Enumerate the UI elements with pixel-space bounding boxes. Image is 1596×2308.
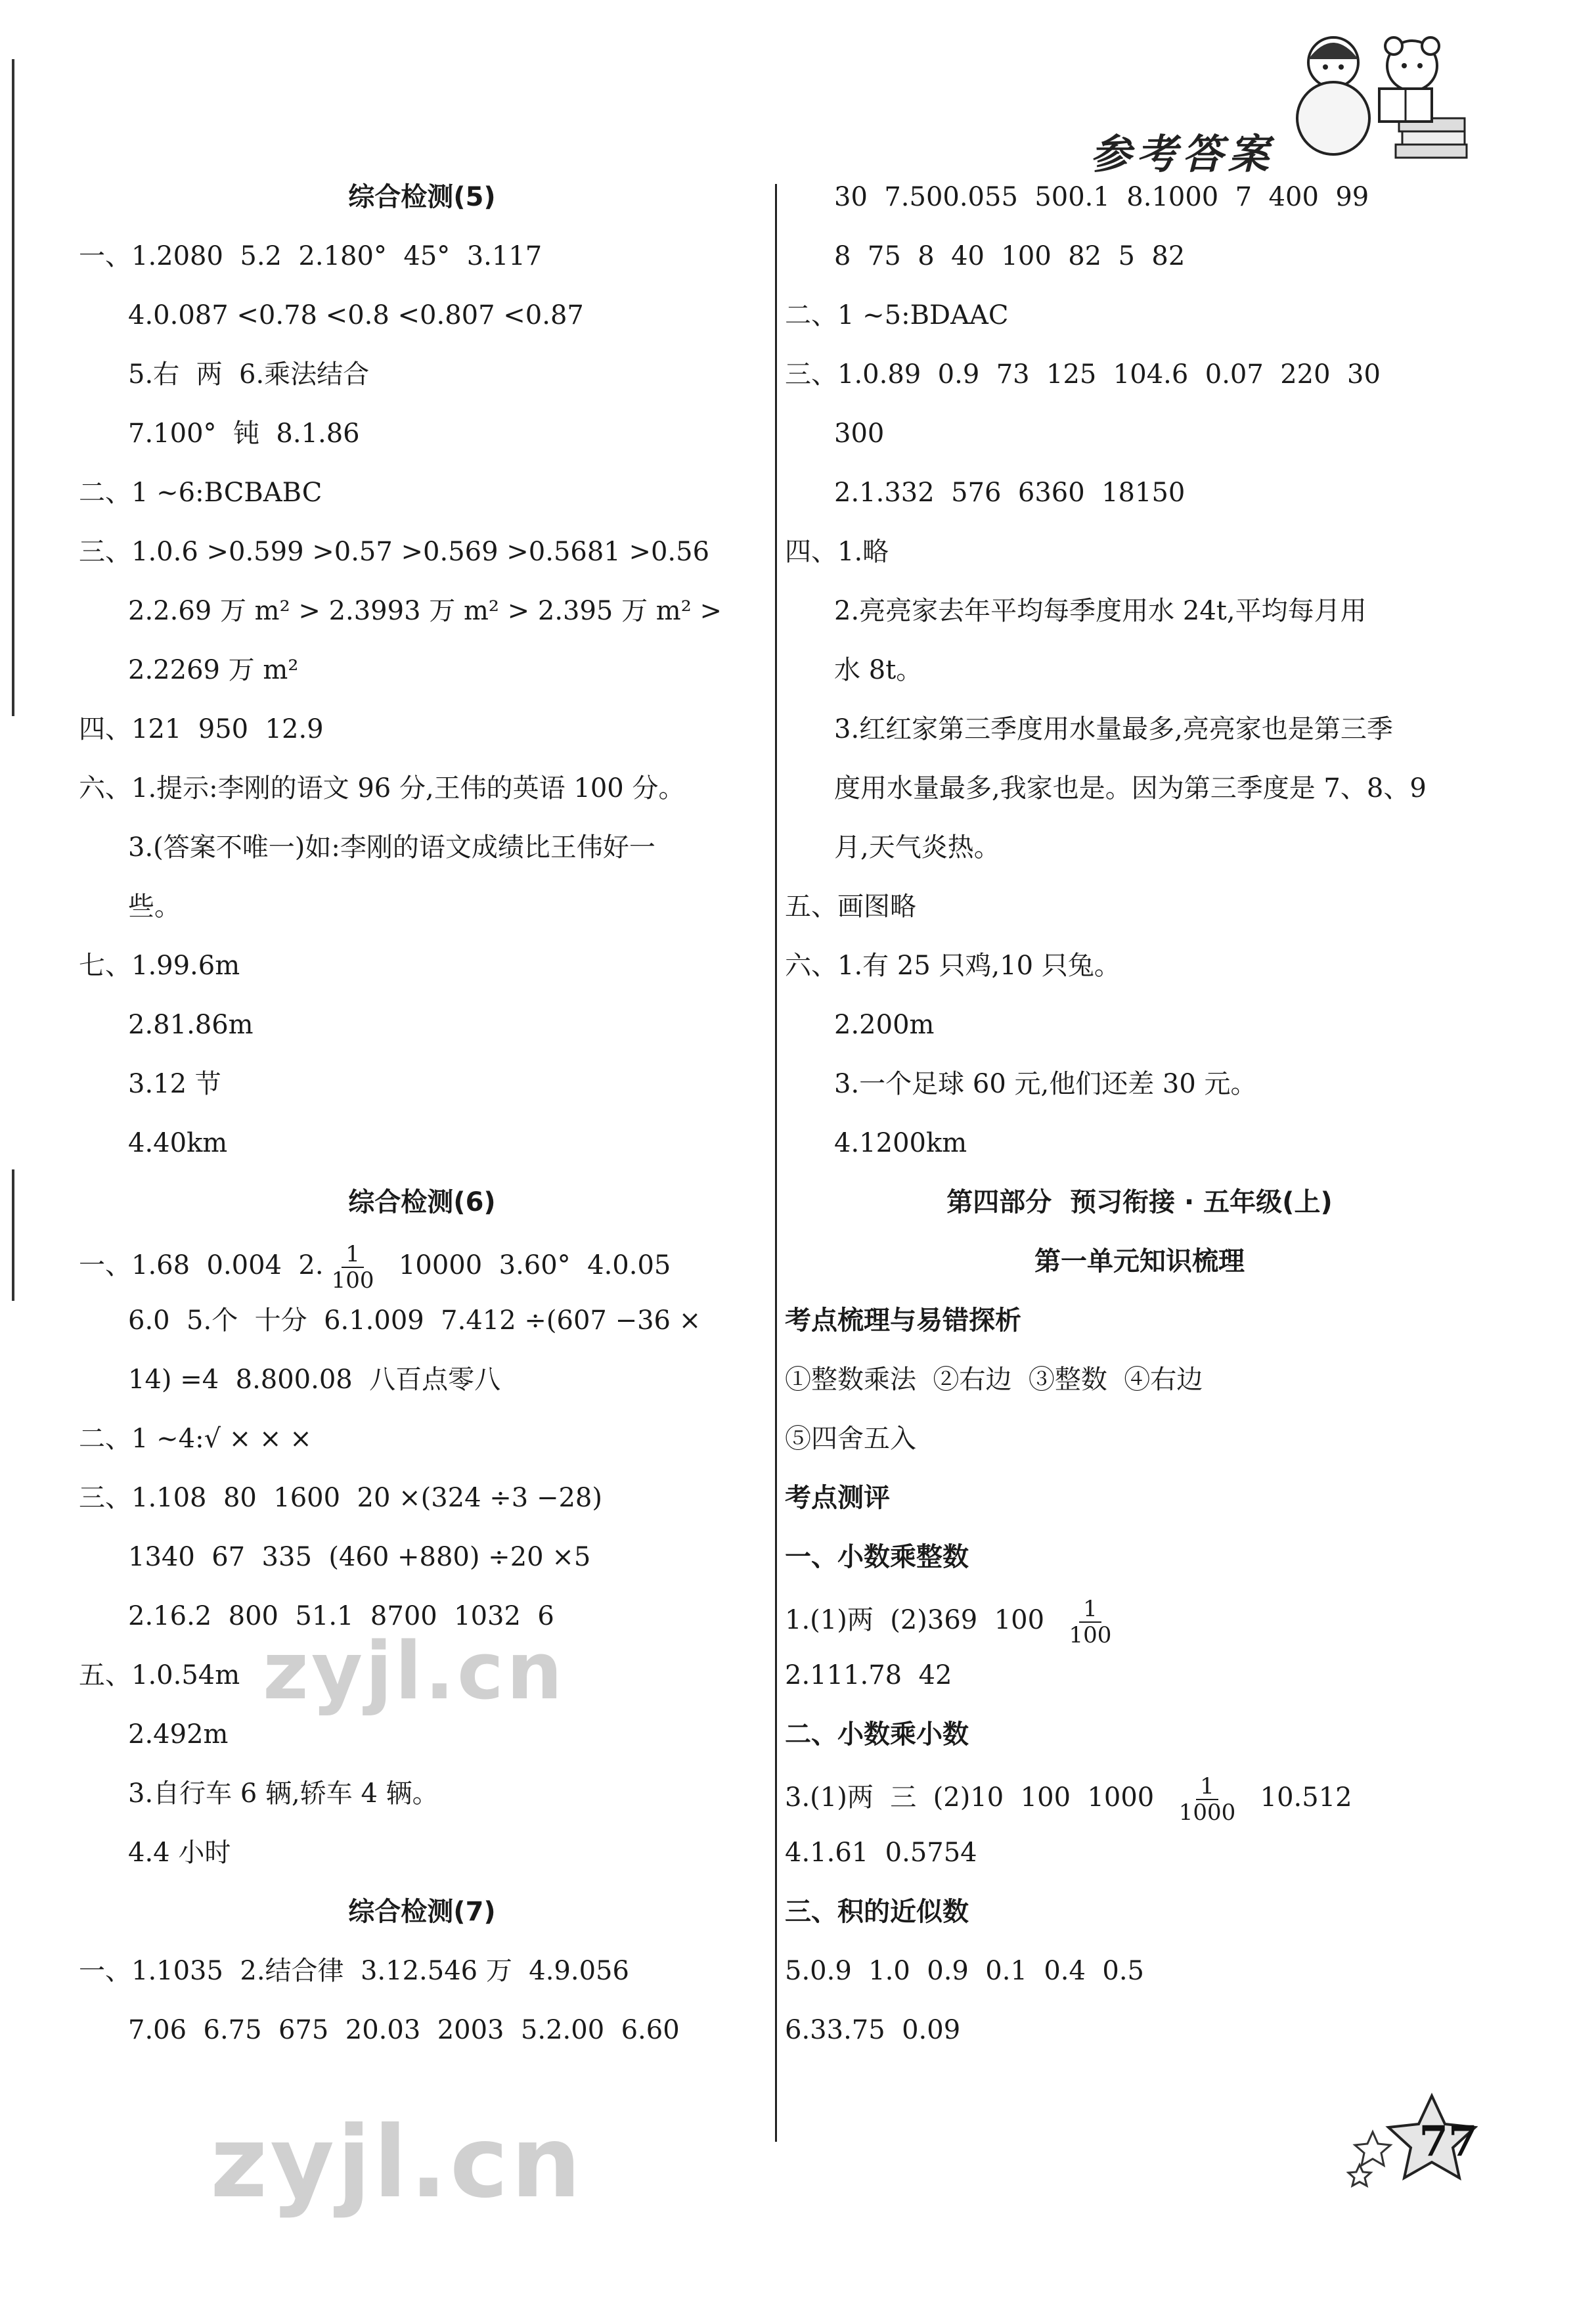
answer-line	[128, 650, 298, 690]
line-text: 些。	[128, 892, 181, 922]
line-text: 一、1.1035 2.结合律 3.12.546 万 4.9.056	[79, 1956, 629, 1986]
answer-line	[79, 1478, 602, 1518]
answer-line	[128, 1715, 228, 1754]
line-text: 第一单元知识梳理	[1034, 1246, 1245, 1277]
line-text: 2.1.332 576 6360 18150	[834, 478, 1186, 508]
answer-line	[128, 1123, 227, 1163]
answer-line	[79, 1241, 671, 1294]
section-heading	[79, 1892, 765, 1932]
line-text: 考点梳理与易错探析	[785, 1305, 1021, 1336]
answer-line	[834, 769, 1427, 808]
answer-line	[79, 1656, 240, 1695]
line-text: 1.(1)两 (2)369 100	[785, 1605, 1061, 1635]
fraction-numerator: 1	[1196, 1774, 1218, 1800]
answer-line	[128, 591, 722, 631]
line-text: 5.0.9 1.0 0.9 0.1 0.4 0.5	[785, 1956, 1144, 1986]
line-text: 4.1.61 0.5754	[785, 1838, 977, 1868]
line-text: 4.40km	[128, 1128, 228, 1158]
answer-line	[79, 710, 324, 749]
answer-line	[834, 1005, 934, 1045]
line-text: ⑤四舍五入	[785, 1424, 916, 1454]
line-text: 2.111.78 42	[785, 1660, 952, 1690]
line-text: 考点测评	[785, 1483, 890, 1513]
answer-line	[834, 177, 1369, 217]
fraction-denominator: 100	[331, 1267, 374, 1294]
answer-line	[785, 1656, 952, 1695]
answer-line	[785, 2010, 960, 2050]
section-heading	[79, 177, 765, 217]
answer-line	[128, 1774, 439, 1813]
answer-line	[834, 1123, 967, 1163]
answer-line	[79, 1951, 629, 1991]
answer-line	[128, 355, 369, 394]
answer-line	[834, 1064, 1257, 1104]
line-text: 3.红红家第三季度用水量最多,亮亮家也是第三季	[834, 714, 1393, 744]
answer-line	[834, 473, 1185, 512]
answer-line	[128, 1064, 221, 1104]
line-text: 3.12 节	[128, 1069, 221, 1099]
answer-line	[834, 650, 922, 690]
line-text: 四、1.略	[785, 537, 889, 567]
answer-line	[785, 887, 916, 926]
answer-line	[128, 1537, 590, 1577]
line-text: 二、1 ~4:√ × × ×	[79, 1424, 312, 1454]
line-text: 3.(答案不唯一)如:李刚的语文成绩比王伟好一	[128, 832, 655, 863]
fraction	[328, 1242, 378, 1293]
answer-line	[785, 1419, 916, 1459]
line-text: 综合检测(5)	[348, 182, 496, 212]
page-number: 77	[1419, 2117, 1478, 2166]
line-text: 30 7.500.055 500.1 8.1000 7 400 99	[834, 182, 1369, 212]
line-text: 4.0.087 <0.78 <0.8 <0.807 <0.87	[128, 300, 584, 330]
answer-line	[785, 532, 889, 572]
subsection-heading	[785, 1537, 969, 1577]
fraction-denominator: 100	[1069, 1622, 1112, 1648]
line-text: 六、1.有 25 只鸡,10 只兔。	[785, 951, 1120, 981]
answer-line	[834, 414, 884, 453]
small-star-icon	[1348, 2165, 1371, 2186]
answer-line	[128, 828, 655, 867]
answer-banner: 参考答案	[1090, 130, 1275, 178]
answer-line	[785, 1951, 1144, 1991]
answer-line	[834, 591, 1367, 631]
line-text: 6.33.75 0.09	[785, 2015, 961, 2045]
line-text: 综合检测(7)	[348, 1897, 496, 1927]
line-text: 2.492m	[128, 1719, 229, 1750]
fraction	[1175, 1774, 1240, 1825]
fraction-denominator: 1000	[1178, 1799, 1236, 1826]
answer-line	[128, 414, 360, 453]
line-text: 3.自行车 6 辆,轿车 4 辆。	[128, 1778, 439, 1809]
answer-line	[834, 710, 1393, 749]
line-text: 二、1 ~5:BDAAC	[785, 300, 1009, 330]
subsection-heading	[785, 1301, 1021, 1340]
line-text: ①整数乘法 ②右边 ③整数 ④右边	[785, 1365, 1203, 1395]
line-text: 4.4 小时	[128, 1838, 231, 1868]
line-text: 度用水量最多,我家也是。因为第三季度是 7、8、9	[834, 773, 1427, 803]
scan-edge-mark	[12, 59, 14, 716]
answer-line	[785, 1773, 1352, 1826]
answer-line	[79, 473, 322, 512]
answer-line	[785, 946, 1120, 985]
line-text: 综合检测(6)	[348, 1187, 496, 1217]
line-text: 300	[834, 419, 885, 449]
line-text: 五、画图略	[785, 892, 916, 922]
line-text: 一、1.2080 5.2 2.180° 45° 3.117	[79, 241, 543, 271]
line-text: 一、1.68 0.004 2.	[79, 1250, 324, 1280]
line-text: 月,天气炎热。	[834, 832, 1000, 863]
line-text: 2.16.2 800 51.1 8700 1032 6	[128, 1601, 554, 1631]
answer-line	[834, 828, 1000, 867]
answer-line	[785, 1596, 1119, 1648]
line-text: 三、1.0.89 0.9 73 125 104.6 0.07 220 30	[785, 359, 1381, 390]
line-text: 五、1.0.54m	[79, 1660, 240, 1690]
section-heading	[79, 1183, 765, 1222]
answer-line	[79, 1419, 312, 1459]
line-text: 二、小数乘小数	[785, 1719, 969, 1750]
answer-line	[128, 2010, 680, 2050]
answer-line	[834, 237, 1185, 276]
line-text: 4.1200km	[834, 1128, 967, 1158]
answer-line	[79, 946, 240, 985]
line-text: 二、1 ~6:BCBABC	[79, 478, 322, 508]
line-text: 四、121 950 12.9	[79, 714, 324, 744]
answer-line	[128, 1360, 500, 1399]
section-heading	[785, 1242, 1494, 1281]
line-text: 三、1.0.6 >0.599 >0.57 >0.569 >0.5681 >0.56	[79, 537, 710, 567]
subsection-heading	[785, 1892, 969, 1932]
line-text: 7.06 6.75 675 20.03 2003 5.2.00 6.60	[128, 2015, 680, 2045]
scan-edge-mark	[12, 1169, 14, 1301]
line-text: 三、1.108 80 1600 20 ×(324 ÷3 −28)	[79, 1483, 602, 1513]
fraction	[1065, 1596, 1115, 1648]
line-text: 3.(1)两 三 (2)10 100 1000	[785, 1782, 1171, 1813]
answer-line	[785, 355, 1381, 394]
watermark: zyjl.cn	[263, 1626, 565, 1717]
line-text: 2.2.69 万 m² > 2.3993 万 m² > 2.395 万 m² >	[128, 596, 722, 626]
line-text: 2.81.86m	[128, 1010, 254, 1040]
line-text: 水 8t。	[834, 655, 923, 685]
line-text: 第四部分 预习衔接 · 五年级(上)	[946, 1187, 1333, 1217]
answer-line	[128, 887, 181, 926]
fraction-numerator: 1	[1079, 1596, 1101, 1623]
line-text: 5.右 两 6.乘法结合	[128, 359, 370, 390]
answer-line	[128, 296, 584, 335]
line-text: 7.100° 钝 8.1.86	[128, 419, 360, 449]
answer-line	[785, 296, 1008, 335]
line-text: 8 75 8 40 100 82 5 82	[834, 241, 1186, 271]
column-divider	[775, 184, 777, 2142]
line-text-after: 10.512	[1243, 1782, 1352, 1813]
answer-line	[79, 532, 709, 572]
answer-line	[785, 1833, 977, 1872]
answer-line	[79, 769, 684, 808]
answer-line	[128, 1301, 701, 1340]
line-text: 六、1.提示:李刚的语文 96 分,王伟的英语 100 分。	[79, 773, 685, 803]
answer-line	[79, 237, 542, 276]
line-text: 2.亮亮家去年平均每季度用水 24t,平均每月用	[834, 596, 1367, 626]
subsection-heading	[785, 1715, 969, 1754]
line-text-after: 10000 3.60° 4.0.05	[382, 1250, 671, 1280]
line-text: 三、积的近似数	[785, 1897, 969, 1927]
line-text: 14) =4 8.800.08 八百点零八	[128, 1365, 501, 1395]
answer-line	[128, 1833, 231, 1872]
line-text: 2.2269 万 m²	[128, 655, 299, 685]
line-text: 一、小数乘整数	[785, 1542, 969, 1572]
answer-line	[785, 1360, 1203, 1399]
section-heading	[785, 1183, 1494, 1222]
line-text: 2.200m	[834, 1010, 935, 1040]
line-text: 3.一个足球 60 元,他们还差 30 元。	[834, 1069, 1257, 1099]
fraction-numerator: 1	[342, 1242, 364, 1268]
line-text: 1340 67 335 (460 +880) ÷20 ×5	[128, 1542, 591, 1572]
watermark: zyjl.cn	[210, 2106, 584, 2220]
line-text: 6.0 5.个 十分 6.1.009 7.412 ÷(607 −36 ×	[128, 1305, 701, 1336]
subsection-heading	[785, 1478, 890, 1518]
line-text: 七、1.99.6m	[79, 951, 240, 981]
small-star-icon	[1355, 2132, 1390, 2165]
answer-line	[128, 1005, 254, 1045]
